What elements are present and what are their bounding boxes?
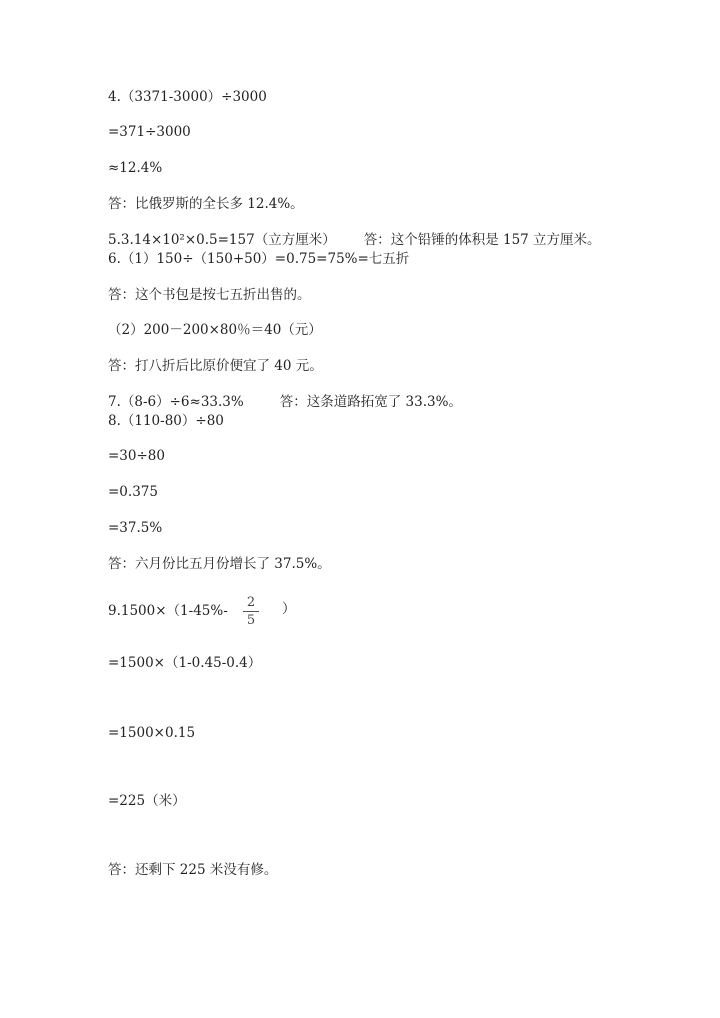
q8-step-3: =0.375	[108, 484, 158, 500]
q8-answer: 答：六月份比五月份增长了 37.5%。	[108, 556, 331, 572]
q9-close-paren: ）	[282, 601, 296, 617]
q6-step-2: （2）200－200×80％＝40（元）	[108, 322, 322, 338]
q9-step-4: =225（米）	[108, 793, 186, 809]
q9-answer: 答：还剩下 225 米没有修。	[108, 862, 278, 878]
q7-calculation: 7.（8-6）÷6≈33.3%	[108, 394, 244, 410]
q8-step-1: 8.（110-80）÷80	[108, 413, 224, 429]
q4-answer: 答：比俄罗斯的全长多 12.4%。	[108, 196, 304, 212]
q5-calculation: 5.3.14×10²×0.5=157（立方厘米）	[108, 232, 336, 248]
fraction-bar	[243, 611, 259, 612]
q5-answer: 答：这个铅锤的体积是 157 立方厘米。	[363, 232, 601, 248]
q4-step-2: =371÷3000	[108, 124, 191, 140]
q5-row	[108, 232, 601, 248]
fraction-denominator: 5	[246, 613, 256, 628]
q7-answer: 答：这条道路拓宽了 33.3%。	[279, 394, 462, 410]
q4-step-3: ≈12.4%	[108, 160, 163, 176]
q6-step-1: 6.（1）150÷（150+50）=0.75=75%=七五折	[108, 251, 410, 267]
q9-step-3: =1500×0.15	[108, 725, 196, 741]
q8-step-4: =37.5%	[108, 520, 163, 536]
q8-step-2: =30÷80	[108, 448, 165, 464]
q9-fraction	[243, 596, 259, 628]
q7-row	[108, 394, 462, 410]
q6-answer-1: 答：这个书包是按七五折出售的。	[108, 287, 311, 303]
q9-step-1: 9.1500×（1-45%-	[108, 603, 228, 619]
q6-answer-2: 答：打八折后比原价便宜了 40 元。	[108, 358, 323, 374]
q4-step-1: 4.（3371-3000）÷3000	[108, 89, 267, 105]
fraction-numerator: 2	[246, 595, 256, 610]
q9-step-2: =1500×（1-0.45-0.4）	[108, 655, 262, 671]
